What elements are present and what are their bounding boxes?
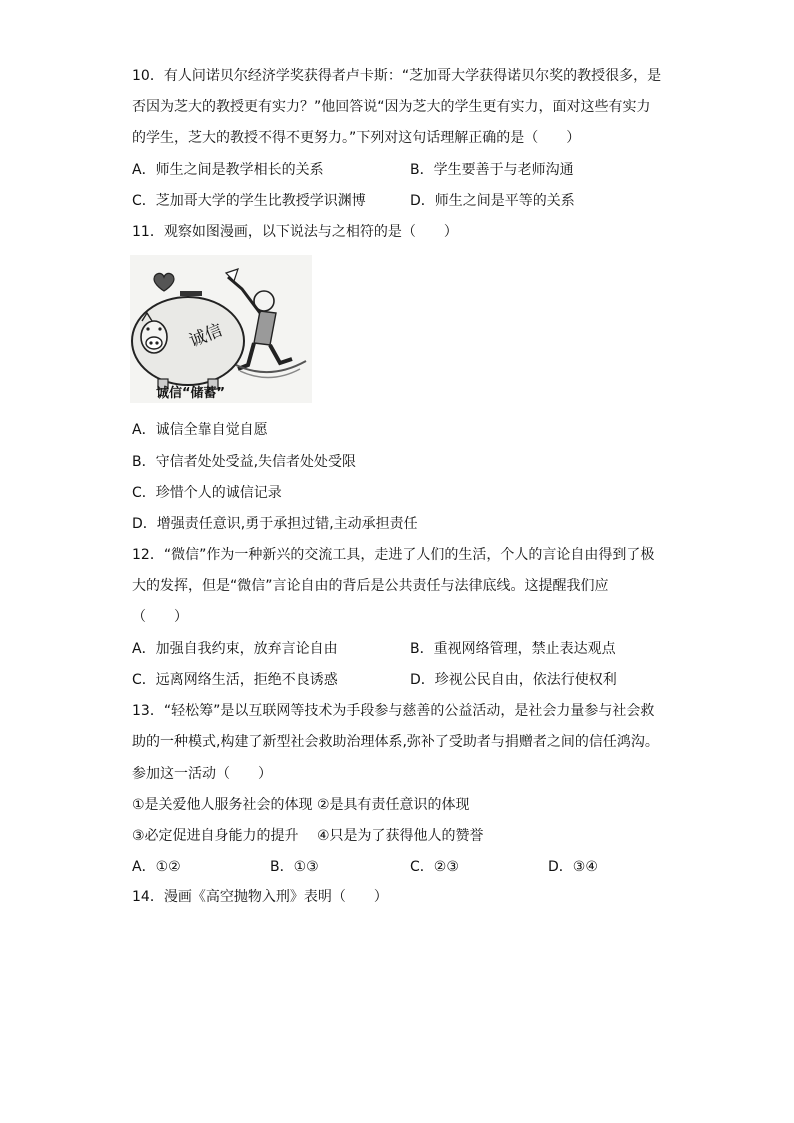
q11-option-b: B．守信者处处受益,失信者处处受限 — [132, 454, 357, 470]
q13-stem-line-1: 13．“轻松筹”是以互联网等技术为手段参与慈善的公益活动，是社会力量参与社会救 — [132, 703, 655, 719]
q11-option-d: D．增强责任意识,勇于承担过错,主动承担责任 — [132, 516, 418, 532]
q10-option-c: C．芝加哥大学的学生比教授学识渊博 — [132, 193, 366, 209]
q12-option-b: B．重视网络管理，禁止表达观点 — [410, 641, 616, 657]
q10-stem-line-2: 否因为芝大的教授更有实力？”他回答说“因为芝大的学生更有实力，面对这些有实力 — [132, 99, 651, 115]
q10-option-b: B．学生要善于与老师沟通 — [410, 162, 574, 178]
q11-option-c: C．珍惜个人的诚信记录 — [132, 485, 282, 501]
q12-stem-line-2: 大的发挥，但是“微信”言论自由的背后是公共责任与法律底线。这提醒我们应 — [132, 578, 609, 594]
q10-option-d: D．师生之间是平等的关系 — [410, 193, 575, 209]
q12-stem-line-3: （ ） — [132, 609, 188, 625]
cartoon-jar-label: 诚信 — [186, 320, 226, 352]
q10-stem-line-1: 10．有人问诺贝尔经济学奖获得者卢卡斯：“芝加哥大学获得诺贝尔奖的教授很多，是 — [132, 68, 662, 84]
q10-option-a: A．师生之间是教学相长的关系 — [132, 162, 324, 178]
q13-stem-line-3: 参加这一活动（ ） — [132, 766, 272, 782]
q13-statements-1: ①是关爱他人服务社会的体现 ②是具有责任意识的体现 — [132, 797, 470, 813]
q12-option-c: C．远离网络生活，拒绝不良诱惑 — [132, 672, 338, 688]
q12-option-d: D．珍视公民自由，依法行使权利 — [410, 672, 617, 688]
q14-stem: 14．漫画《高空抛物入刑》表明（ ） — [132, 889, 388, 905]
q13-option-d: D．③④ — [548, 859, 598, 875]
q13-option-c: C．②③ — [410, 859, 459, 875]
q13-option-a: A．①② — [132, 859, 181, 875]
q10-stem-line-3: 的学生，芝大的教授不得不更努力。”下列对这句话理解正确的是（ ） — [132, 130, 581, 146]
cartoon-caption: 诚信“储蓄” — [156, 386, 226, 401]
q11-stem: 11．观察如图漫画，以下说法与之相符的是（ ） — [132, 224, 458, 240]
q12-option-a: A．加强自我约束，放弃言论自由 — [132, 641, 338, 657]
q13-statements-2: ③必定促进自身能力的提升 ④只是为了获得他人的赞誉 — [132, 828, 484, 844]
q12-stem-line-1: 12．“微信”作为一种新兴的交流工具，走进了人们的生活，个人的言论自由得到了极 — [132, 547, 655, 563]
cartoon-drawing — [130, 255, 312, 403]
q13-stem-line-2: 助的一种模式,构建了新型社会救助治理体系,弥补了受助者与捐赠者之间的信任鸿沟。 — [132, 734, 659, 750]
q11-option-a: A．诚信全靠自觉自愿 — [132, 422, 268, 438]
integrity-savings-cartoon — [130, 255, 312, 403]
q13-option-b: B．①③ — [270, 859, 319, 875]
